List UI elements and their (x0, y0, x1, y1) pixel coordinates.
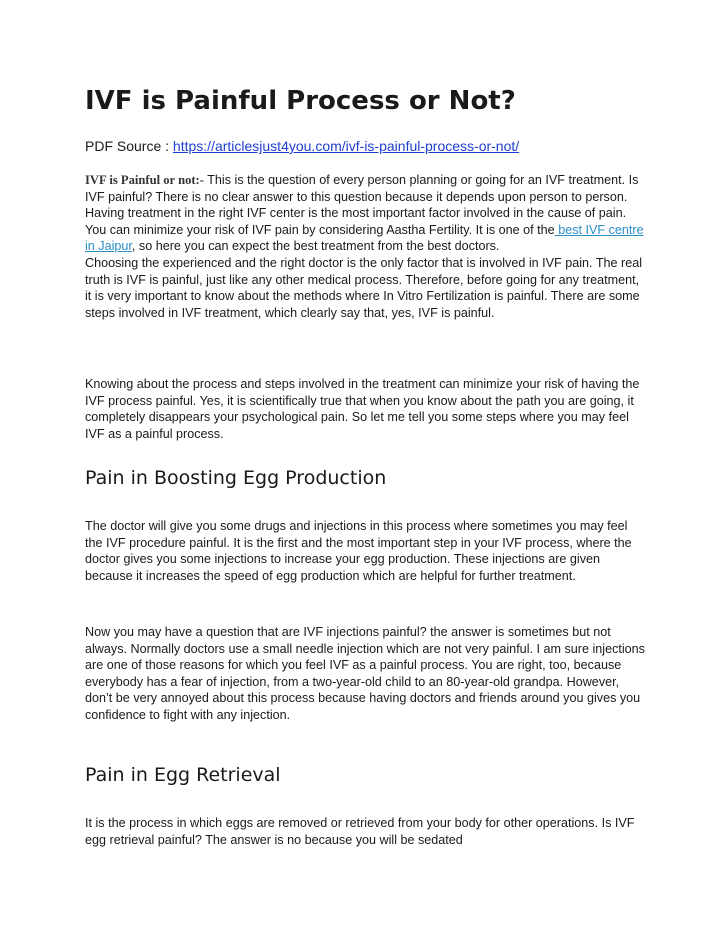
intro-second-part: Choosing the experienced and the right doctor is the only factor that is involved in IVF pain. The real truth is IVF is painful, just like any other medical process. Therefore, before going for any treatment, it is very important to know about the methods where In Vitro Fertilization is painful. There are some steps involved in IVF treatment, which clearly say that, yes, IVF is painful. (85, 255, 643, 320)
page-title: IVF is Painful Process or Not? (85, 86, 516, 116)
intro-paragraph (85, 172, 645, 321)
intro-lead: IVF is Painful or not:- (85, 173, 204, 187)
boosting-paragraph-2: Now you may have a question that are IVF injections painful? the answer is sometimes but not always. Normally doctors use a small needle injection which are not very painful. I am sure injections are one of those reasons for which you feel IVF as a painful process. You are right, too, because everybody has a fear of injection, from a two-year-old child to an 80-year-old grandpa. However, don’t be very annoyed about this process because having doctors and friends around you gives you confidence to fight with any injection. (85, 625, 645, 722)
intro-text-before-link: This is the question of every person planning or going for an IVF treatment. Is IVF painful? There is no clear answer to this question because it depends upon person to person. Having treatment in the right IVF center is the most important factor involved in the cause of pain. You can minimize your risk of IVF pain by considering Aastha Fertility. It is one of the (85, 173, 639, 237)
pdf-source-line (85, 136, 519, 156)
knowing-paragraph: Knowing about the process and steps involved in the treatment can minimize your risk of having the IVF process painful. Yes, it is scientifically true that when you know about the path you are going, it completely disappears your psychological pain. So let me tell you some steps where you may feel IVF as a painful process. (85, 377, 640, 441)
pdf-source-label: PDF Source : (85, 138, 173, 154)
intro-text-after-link: , so here you can expect the best treatment from the best doctors. (131, 239, 500, 254)
heading-egg-retrieval: Pain in Egg Retrieval (85, 764, 281, 786)
ivf-centre-link[interactable]: best IVF centre in Jaipur (85, 222, 644, 254)
pdf-source-link[interactable]: https://articlesjust4you.com/ivf-is-painful-process-or-not/ (172, 138, 520, 154)
heading-boosting-egg-production: Pain in Boosting Egg Production (85, 467, 387, 489)
boosting-paragraph-1: The doctor will give you some drugs and injections in this process where sometimes you may feel the IVF procedure painful. It is the first and the most important step in your IVF process, where the doctor gives you some injections to increase your egg production. These injections are given because it increases the speed of egg production which are helpful for further treatment. (85, 519, 632, 583)
retrieval-paragraph-1: It is the process in which eggs are removed or retrieved from your body for other operations. Is IVF egg retrieval painful? The answer is no because you will be sedated (85, 816, 635, 847)
